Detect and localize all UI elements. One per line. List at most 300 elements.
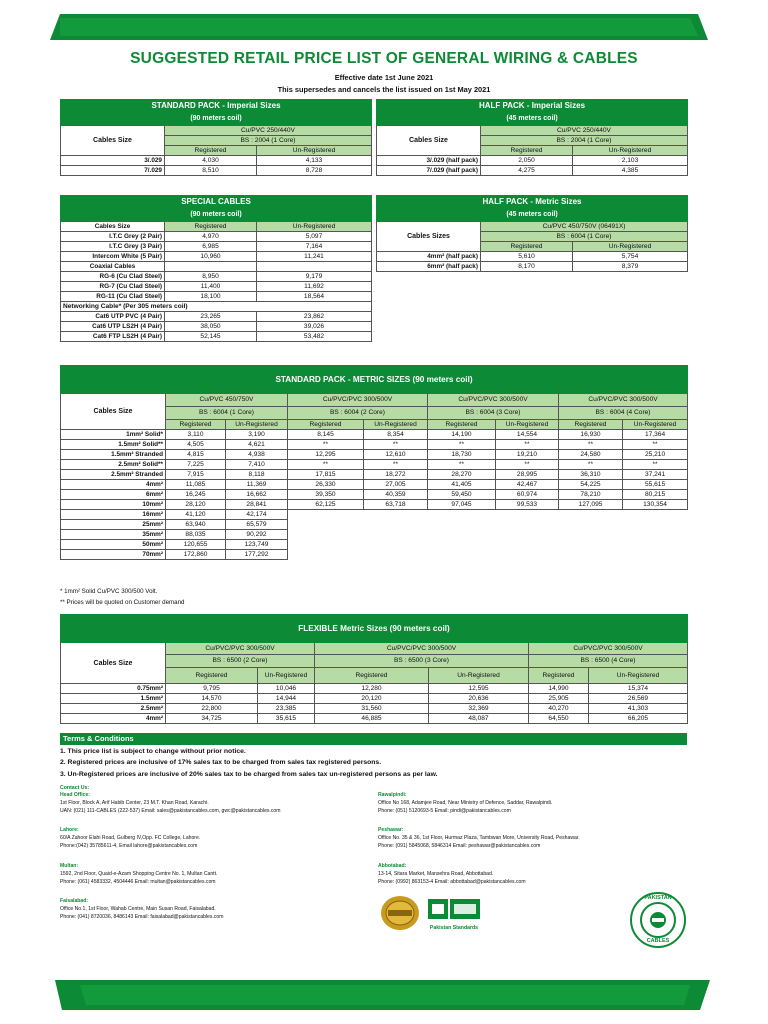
standard-imperial-table xyxy=(60,99,372,176)
price-cell: 8,950 xyxy=(165,272,257,282)
price-cell: 14,554 xyxy=(496,430,559,440)
unregistered-header: Un-Registered xyxy=(623,420,688,430)
size-cell: 4mm² xyxy=(61,480,166,490)
size-cell: 1mm² Solid* xyxy=(61,430,166,440)
office-phone: Phone: (051) 5120693-5 Email: pindi@pakistancables.com xyxy=(378,808,511,814)
table-row xyxy=(377,166,688,176)
price-cell: 34,725 xyxy=(166,714,258,724)
empty-cell xyxy=(428,510,496,520)
table-row xyxy=(61,460,688,470)
supersedes-note: This supersedes and cancels the list issued on 1st May 2021 xyxy=(277,85,491,94)
empty-cell xyxy=(496,550,559,560)
pakistan-cables-logo xyxy=(630,892,686,948)
price-cell: 38,050 xyxy=(165,322,257,332)
size-cell: 4mm² (half pack) xyxy=(377,252,481,262)
spec-header: Cu/PVC/PVC 300/500V xyxy=(315,643,529,655)
table-row xyxy=(61,520,688,530)
price-cell: 41,303 xyxy=(589,704,688,714)
price-cell: 41,405 xyxy=(428,480,496,490)
price-cell: 53,482 xyxy=(257,332,372,342)
price-cell: 12,280 xyxy=(315,684,429,694)
empty-cell xyxy=(623,510,688,520)
page-title: SUGGESTED RETAIL PRICE LIST OF GENERAL WIRING & CABLES xyxy=(130,50,638,67)
price-cell: 19,210 xyxy=(496,450,559,460)
table-row xyxy=(61,282,372,292)
price-cell: 26,569 xyxy=(589,694,688,704)
price-cell: 22,800 xyxy=(166,704,258,714)
flexible-metric-table xyxy=(60,614,688,724)
price-cell: 23,265 xyxy=(165,312,257,322)
price-cell: 8,510 xyxy=(165,166,257,176)
size-cell: I.T.C Grey (2 Pair) xyxy=(61,232,165,242)
empty-cell xyxy=(428,530,496,540)
office-address: 13-14, Sitara Market, Mansehra Road, Abbottabad. xyxy=(378,871,494,877)
price-cell: 2,103 xyxy=(573,156,688,166)
price-cell: 11,692 xyxy=(257,282,372,292)
office-rawalpindi xyxy=(378,791,552,815)
price-cell: 27,005 xyxy=(364,480,428,490)
price-cell: 4,030 xyxy=(165,156,257,166)
empty-cell xyxy=(288,530,364,540)
office-address: 1st Floor, Block A, Arif Habib Center, 23 M.T. Khan Road, Karachi. xyxy=(60,800,209,806)
price-cell: 7,225 xyxy=(166,460,226,470)
column-header: Cables Size xyxy=(61,643,166,684)
gold-seal-icon xyxy=(380,895,420,931)
office-name: Abbotabad: xyxy=(378,863,407,869)
bs-header: BS : 6004 (3 Core) xyxy=(428,407,559,420)
unregistered-header: Un-Registered xyxy=(429,668,529,684)
registered-header: Registered xyxy=(165,146,257,156)
price-cell: 18,730 xyxy=(428,450,496,460)
price-cell: 5,097 xyxy=(257,232,372,242)
spec-header: Cu/PVC/PVC 300/500V xyxy=(559,394,688,407)
table-title: SPECIAL CABLES xyxy=(61,196,372,209)
price-cell: 26,330 xyxy=(288,480,364,490)
price-cell: 12,610 xyxy=(364,450,428,460)
table-subtitle: (45 meters coil) xyxy=(377,113,688,126)
price-cell: 88,035 xyxy=(166,530,226,540)
section-label: Coaxial Cables xyxy=(61,262,165,272)
price-cell: ** xyxy=(559,440,623,450)
size-cell: 1.5mm² Stranded xyxy=(61,450,166,460)
price-cell: 123,749 xyxy=(226,540,288,550)
terms-header: Terms & Conditions xyxy=(60,733,687,745)
table-row xyxy=(61,550,688,560)
empty-cell xyxy=(559,520,623,530)
price-cell: ** xyxy=(428,460,496,470)
table-row xyxy=(61,166,372,176)
spec-header: Cu/PVC 250/440V xyxy=(165,126,372,136)
registered-header: Registered xyxy=(288,420,364,430)
empty-cell xyxy=(496,520,559,530)
price-cell: 14,570 xyxy=(166,694,258,704)
office-address: Office No. 35 & 36, 1st Floor, Hurmaz Plaza, Tambwan More, University Road, Peshawar. xyxy=(378,835,580,841)
price-cell: 63,940 xyxy=(166,520,226,530)
empty-cell xyxy=(623,550,688,560)
price-cell: 7,164 xyxy=(257,242,372,252)
unregistered-header: Un-Registered xyxy=(589,668,688,684)
column-header: Cables Size xyxy=(377,126,481,156)
size-cell: RG-11 (Cu Clad Steel) xyxy=(61,292,165,302)
price-cell: 8,379 xyxy=(573,262,688,272)
registered-header: Registered xyxy=(428,420,496,430)
spec-header: Cu/PVC/PVC 300/500V xyxy=(166,643,315,655)
office-abbottabad xyxy=(378,862,526,886)
price-cell: 130,354 xyxy=(623,500,688,510)
office-head xyxy=(60,791,281,815)
table-row xyxy=(61,156,372,166)
size-cell: 50mm² xyxy=(61,540,166,550)
bs-header: BS : 6500 (3 Core) xyxy=(315,655,529,668)
price-cell: ** xyxy=(364,440,428,450)
size-cell: 16mm² xyxy=(61,510,166,520)
empty-cell xyxy=(428,540,496,550)
empty-cell xyxy=(364,540,428,550)
empty-cell xyxy=(623,530,688,540)
office-phone: Phone: (041) 8720036, 8486143 Email: faisalabad@pakistancables.com xyxy=(60,914,224,920)
price-cell: 127,095 xyxy=(559,500,623,510)
pakistan-standards-label: Pakistan Standards xyxy=(429,925,479,931)
price-cell: 12,595 xyxy=(429,684,529,694)
price-cell: ** xyxy=(496,460,559,470)
size-cell: 2.5mm² Solid** xyxy=(61,460,166,470)
size-cell: 25mm² xyxy=(61,520,166,530)
price-cell: ** xyxy=(496,440,559,450)
price-cell: 120,655 xyxy=(166,540,226,550)
special-cables-table xyxy=(60,195,372,342)
section-label: Networking Cable* (Per 305 meters coil) xyxy=(61,302,372,312)
empty-cell xyxy=(364,520,428,530)
price-cell: 64,550 xyxy=(529,714,589,724)
empty-cell xyxy=(559,550,623,560)
office-phone: Phone:(042) 35785611-4, Email lahore@pakistancables.com xyxy=(60,843,198,849)
size-cell: 6mm² xyxy=(61,490,166,500)
half-metric-table xyxy=(376,195,688,272)
office-address: 1592, 2nd Floor, Quaid-e-Azam Shopping Centre No. 1, Multan Cantt. xyxy=(60,871,218,877)
price-cell: 8,145 xyxy=(288,430,364,440)
logo-text-top: PAKISTAN xyxy=(644,895,672,901)
table-subtitle: (45 meters coil) xyxy=(377,209,688,222)
price-cell: 31,560 xyxy=(315,704,429,714)
unregistered-header: Un-Registered xyxy=(364,420,428,430)
size-cell: 70mm² xyxy=(61,550,166,560)
size-cell: Cat6 FTP LS2H (4 Pair) xyxy=(61,332,165,342)
bs-header: BS : 2004 (1 Core) xyxy=(165,136,372,146)
empty-cell xyxy=(496,540,559,550)
price-cell: 4,275 xyxy=(481,166,573,176)
price-cell: 5,610 xyxy=(481,252,573,262)
pakistan-standards-badge xyxy=(424,898,484,930)
table-title: HALF PACK - Metric Sizes xyxy=(377,196,688,209)
price-cell: 25,210 xyxy=(623,450,688,460)
effective-date: Effective date 1st June 2021 xyxy=(334,73,434,82)
price-cell: 20,636 xyxy=(429,694,529,704)
size-cell: RG-7 (Cu Clad Steel) xyxy=(61,282,165,292)
office-address: Office No.1, 1st Floor, Wahab Centre, Main Susan Road, Faisalabad. xyxy=(60,906,216,912)
table-row xyxy=(61,480,688,490)
office-name: Head Office: xyxy=(60,792,91,798)
table-title: HALF PACK - Imperial Sizes xyxy=(377,100,688,113)
empty-cell xyxy=(288,550,364,560)
price-cell: 6,985 xyxy=(165,242,257,252)
bs-header: BS : 6004 (4 Core) xyxy=(559,407,688,420)
registered-header: Registered xyxy=(315,668,429,684)
standard-metric-table xyxy=(60,365,688,560)
table-row xyxy=(61,332,372,342)
price-cell: 78,210 xyxy=(559,490,623,500)
table-row xyxy=(61,540,688,550)
size-cell: RG-6 (Cu Clad Steel) xyxy=(61,272,165,282)
price-cell: 8,170 xyxy=(481,262,573,272)
contact-title: Contact Us: xyxy=(60,785,90,791)
price-cell: 11,241 xyxy=(257,252,372,262)
spec-header: Cu/PVC 450/750V (06491X) xyxy=(481,222,688,232)
price-cell: 7,410 xyxy=(226,460,288,470)
office-name: Peshawar: xyxy=(378,827,404,833)
price-cell: 25,905 xyxy=(529,694,589,704)
price-cell: 46,885 xyxy=(315,714,429,724)
table-row xyxy=(61,232,372,242)
price-cell: 15,374 xyxy=(589,684,688,694)
table-row xyxy=(61,242,372,252)
price-cell: 39,350 xyxy=(288,490,364,500)
price-cell: 2,050 xyxy=(481,156,573,166)
empty-cell xyxy=(559,530,623,540)
price-cell: 42,467 xyxy=(496,480,559,490)
size-cell: 6mm² (half pack) xyxy=(377,262,481,272)
registered-header: Registered xyxy=(166,668,258,684)
price-cell: 23,385 xyxy=(258,704,315,714)
table-row xyxy=(61,440,688,450)
column-header: Cables Size xyxy=(61,394,166,430)
price-cell: 32,369 xyxy=(429,704,529,714)
price-cell: 4,621 xyxy=(226,440,288,450)
footnote-demand: ** Prices will be quoted on Customer demand xyxy=(60,599,185,606)
price-cell: 5,754 xyxy=(573,252,688,262)
registered-header: Registered xyxy=(529,668,589,684)
table-row xyxy=(61,500,688,510)
table-row xyxy=(61,272,372,282)
price-cell: 20,120 xyxy=(315,694,429,704)
unregistered-header: Un-Registered xyxy=(257,146,372,156)
price-cell: 80,215 xyxy=(623,490,688,500)
price-cell: 63,718 xyxy=(364,500,428,510)
empty-cell xyxy=(496,530,559,540)
terms-item: 3. Un-Registered prices are inclusive of 20% sales tax to be charged from sales tax un-registered persons as per law. xyxy=(60,771,438,778)
price-cell: 4,970 xyxy=(165,232,257,242)
table-row xyxy=(377,156,688,166)
empty-cell xyxy=(428,520,496,530)
price-cell: 40,359 xyxy=(364,490,428,500)
price-cell: 11,400 xyxy=(165,282,257,292)
spec-header: Cu/PVC 250/440V xyxy=(481,126,688,136)
registered-header: Registered xyxy=(481,242,573,252)
size-cell: 3/.029 xyxy=(61,156,165,166)
size-cell: Cat6 UTP LS2H (4 Pair) xyxy=(61,322,165,332)
price-cell: 8,118 xyxy=(226,470,288,480)
office-address: Office No 168, Adamjee Road, Near Ministry of Defence, Saddar, Rawalpindi. xyxy=(378,800,553,806)
table-row xyxy=(61,312,372,322)
column-header: Cables Size xyxy=(61,222,165,232)
size-cell: 7/.029 (half pack) xyxy=(377,166,481,176)
price-cell: 172,860 xyxy=(166,550,226,560)
price-cell: 28,841 xyxy=(226,500,288,510)
column-header: Cables Sizes xyxy=(377,222,481,252)
price-cell: 4,815 xyxy=(166,450,226,460)
bottom-decorative-stripe xyxy=(0,980,768,1010)
price-cell: 3,110 xyxy=(166,430,226,440)
column-header: Cables Size xyxy=(61,126,165,156)
price-cell: 18,564 xyxy=(257,292,372,302)
price-cell: 59,450 xyxy=(428,490,496,500)
registered-header: Registered xyxy=(559,420,623,430)
top-decorative-stripe xyxy=(0,14,768,40)
office-name: Rawalpindi: xyxy=(378,792,407,798)
bs-header: BS : 6500 (4 Core) xyxy=(529,655,688,668)
bs-header: BS : 6500 (2 Core) xyxy=(166,655,315,668)
price-cell: 17,815 xyxy=(288,470,364,480)
price-cell: 60,974 xyxy=(496,490,559,500)
office-name: Lahore: xyxy=(60,827,79,833)
office-phone: Phone: (061) 4583332, 4504446 Email: multan@pakistancables.com xyxy=(60,879,216,885)
price-cell: ** xyxy=(364,460,428,470)
bs-header: BS : 6004 (2 Core) xyxy=(288,407,428,420)
price-cell: 99,533 xyxy=(496,500,559,510)
table-title: FLEXIBLE Metric Sizes (90 meters coil) xyxy=(61,615,688,643)
price-cell: 48,087 xyxy=(429,714,529,724)
price-cell: 40,270 xyxy=(529,704,589,714)
office-multan xyxy=(60,862,217,886)
registered-header: Registered xyxy=(165,222,257,232)
table-row xyxy=(61,252,372,262)
price-cell: 177,292 xyxy=(226,550,288,560)
unregistered-header: Un-Registered xyxy=(226,420,288,430)
size-cell: I.T.C Grey (3 Pair) xyxy=(61,242,165,252)
empty-cell xyxy=(364,530,428,540)
price-cell: 23,862 xyxy=(257,312,372,322)
table-row xyxy=(61,684,688,694)
price-cell: 4,133 xyxy=(257,156,372,166)
office-phone: Phone: (091) 5845068, 5846314 Email: peshawar@pakistancables.com xyxy=(378,843,541,849)
unregistered-header: Un-Registered xyxy=(496,420,559,430)
table-subtitle: (90 meters coil) xyxy=(61,209,372,222)
size-cell: 4mm² xyxy=(61,714,166,724)
price-cell: 17,364 xyxy=(623,430,688,440)
table-row xyxy=(377,252,688,262)
price-cell: 11,085 xyxy=(166,480,226,490)
price-cell: 16,662 xyxy=(226,490,288,500)
size-cell: 2.5mm² Stranded xyxy=(61,470,166,480)
office-faisalabad xyxy=(60,897,223,921)
office-phone: Phone: (0992) 863153-4 Email: abbottabad@pakistancables.com xyxy=(378,879,526,885)
empty-cell xyxy=(496,510,559,520)
half-imperial-table xyxy=(376,99,688,176)
price-cell: 14,990 xyxy=(529,684,589,694)
empty-cell xyxy=(288,540,364,550)
unregistered-header: Un-Registered xyxy=(257,222,372,232)
table-title: STANDARD PACK - METRIC SIZES (90 meters coil) xyxy=(61,366,688,394)
price-cell: 52,145 xyxy=(165,332,257,342)
price-cell: 65,579 xyxy=(226,520,288,530)
table-row xyxy=(61,470,688,480)
table-row xyxy=(61,430,688,440)
bs-header: BS : 6004 (1 Core) xyxy=(481,232,688,242)
price-cell: 4,505 xyxy=(166,440,226,450)
price-cell: 28,995 xyxy=(496,470,559,480)
unregistered-header: Un-Registered xyxy=(573,242,688,252)
price-cell: 90,292 xyxy=(226,530,288,540)
price-cell: ** xyxy=(559,460,623,470)
price-cell: 18,272 xyxy=(364,470,428,480)
bs-header: BS : 6004 (1 Core) xyxy=(166,407,288,420)
size-cell: 1.5mm² xyxy=(61,694,166,704)
spec-header: Cu/PVC/PVC 300/500V xyxy=(428,394,559,407)
pakistan-standards-icon xyxy=(424,898,484,920)
table-row xyxy=(61,714,688,724)
price-cell: 8,354 xyxy=(364,430,428,440)
price-cell: ** xyxy=(428,440,496,450)
table-subtitle: (90 meters coil) xyxy=(61,113,372,126)
empty-cell xyxy=(364,510,428,520)
price-cell: 12,295 xyxy=(288,450,364,460)
price-cell: 14,944 xyxy=(258,694,315,704)
price-cell: 3,190 xyxy=(226,430,288,440)
price-cell: 10,046 xyxy=(258,684,315,694)
price-cell: 55,615 xyxy=(623,480,688,490)
registered-header: Registered xyxy=(481,146,573,156)
unregistered-header: Un-Registered xyxy=(258,668,315,684)
office-name: Multan: xyxy=(60,863,79,869)
table-row xyxy=(377,262,688,272)
table-row xyxy=(61,510,688,520)
price-cell: 9,795 xyxy=(166,684,258,694)
office-peshawar xyxy=(378,826,580,850)
unregistered-header: Un-Registered xyxy=(573,146,688,156)
size-cell: Intercom White (5 Pair) xyxy=(61,252,165,262)
empty-cell xyxy=(364,550,428,560)
office-name: Faisalabad: xyxy=(60,898,89,904)
empty-cell xyxy=(559,510,623,520)
price-cell: 8,728 xyxy=(257,166,372,176)
price-cell: 41,120 xyxy=(166,510,226,520)
price-cell: 10,960 xyxy=(165,252,257,262)
price-cell: 54,225 xyxy=(559,480,623,490)
table-row xyxy=(61,322,372,332)
table-title: STANDARD PACK - Imperial Sizes xyxy=(61,100,372,113)
size-cell: 2.5mm² xyxy=(61,704,166,714)
empty-cell xyxy=(428,550,496,560)
price-cell: 9,179 xyxy=(257,272,372,282)
logo-text-bottom: CABLES xyxy=(646,938,670,944)
empty-cell xyxy=(288,520,364,530)
price-cell: 24,580 xyxy=(559,450,623,460)
size-cell: Cat6 UTP PVC (4 Pair) xyxy=(61,312,165,322)
price-cell: ** xyxy=(288,440,364,450)
table-row xyxy=(61,450,688,460)
price-cell: 35,615 xyxy=(258,714,315,724)
size-cell: 3/.029 (half pack) xyxy=(377,156,481,166)
price-cell: 37,241 xyxy=(623,470,688,480)
table-row xyxy=(61,530,688,540)
table-row xyxy=(61,704,688,714)
size-cell: 1.5mm² Solid** xyxy=(61,440,166,450)
price-cell: 36,310 xyxy=(559,470,623,480)
office-lahore xyxy=(60,826,200,850)
office-phone: UAN: (021) 111-CABLES (222-537) Email: sales@pakistancables.com, gwc@pakistancables.com xyxy=(60,808,281,814)
spec-header: Cu/PVC 450/750V xyxy=(166,394,288,407)
price-cell: 18,100 xyxy=(165,292,257,302)
price-cell: 28,120 xyxy=(166,500,226,510)
